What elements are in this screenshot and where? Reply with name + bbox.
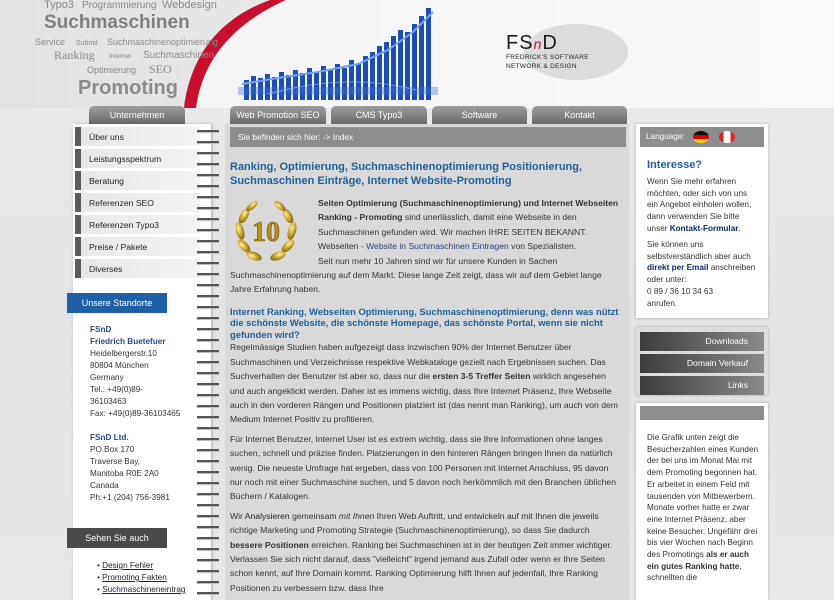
email-link[interactable]: direkt per Email — [647, 263, 709, 273]
graph-info-header — [640, 406, 764, 420]
tagcloud-word: Internet — [109, 53, 132, 60]
canadian-flag-icon[interactable] — [719, 131, 735, 143]
svg-text:10: 10 — [252, 217, 280, 248]
see-also-link-design-fehler[interactable]: Design Fehler — [102, 561, 154, 570]
growth-bar-chart-graphic — [238, 2, 468, 102]
interest-title: Interesse? — [647, 159, 703, 171]
tagcloud-word: Suchmaschinen — [44, 12, 190, 33]
contact-form-link[interactable]: Kontakt-Formular — [669, 223, 739, 233]
address-canada: FSnD Ltd. PO Box 170 Traverse Bay, Manitoba R0E 2A0 Canada Ph:+1 (204) 756-3981 — [90, 433, 170, 502]
tab-software[interactable]: Software — [432, 106, 527, 124]
experience-paragraph: Seit nun mehr 10 Jahren sind wir für unsere Kunden in Sachen Suchmaschinenoptimierung auf dem Markt. Diese lange Zeit zeigt, dass wir auf dem Gebiet lange Jahre Erfahrung haben. — [230, 255, 602, 295]
address-contact-name: Friedrich Buetefuer — [90, 337, 166, 346]
tagcloud-word: Optimierung — [87, 65, 137, 75]
main-content — [230, 160, 622, 595]
studies-paragraph: Regelmässige Studien haben aufgezeigt dass inzwischen 90% der Internet Benutzer über Suchmaschinen und Verzeichnisse respektive Webkataloge gezielt nach Ergebnissen suchen. Das Suchverhalten der Benutzer ist aber so, dass nur die ersten 3-5 Treffer Seiten wirklich angesehen und auch angeklickt werden. Daher ist es immens wichtig, dass Ihre Internet Präsenz, Ihre Webseite auch in den vorderen Rängen und Positionen platziert ist (das nennt man Ranking), um auch von dem Medium Internet Positiv zu profitieren. — [230, 342, 618, 425]
graph-info-text: Die Grafik unten zeigt die Besucherzahlen eines Kunden der bei uns im Monat Mai mit dem Promoting begonnen hat. Er arbeitet in einem Feld mit tausenden von Mitbewerbern. Monate vorher hatte er zwar eine Internet Präsenz, aber keine Besucher. Ungefähr drei bis vier Wochen nach Beginn des Promotings als er auch ein gutes Ranking hatte, schnellten die — [647, 433, 759, 583]
tagcloud-word: Programmierung — [82, 0, 157, 11]
tab-web-promotion-seo[interactable]: Web Promotion SEO — [230, 106, 326, 124]
breadcrumb: Sie befinden sich hier: -> Index — [230, 127, 626, 147]
language-label: Language: — [646, 132, 685, 141]
domain-verkauf-button[interactable]: Domain Verkauf — [640, 354, 764, 373]
interest-content: Interesse? Wenn Sie mehr erfahren möchten, oder sich von uns ein Angebot einholen wollen, dann verwenden Sie bitte unser Kontakt-Formular. Sie können uns selbstverständlich aber auch direkt per Email anschreiben oder unter: 0 89 / 36 10 34 63 anrufen. — [647, 160, 759, 310]
company-logo[interactable] — [500, 22, 630, 84]
tagcloud-word: Service — [35, 37, 66, 47]
logo-subtitle: FREDRICK'S SOFTWARE NETWORK & DESIGN — [506, 54, 589, 70]
spiral-binding-graphic — [197, 124, 219, 600]
list-item: • Design Fehler — [97, 561, 154, 570]
sidebar-item-referenzen-seo[interactable]: Referenzen SEO — [75, 193, 200, 213]
tagcloud-word: Suchmaschinenoptimierung — [107, 37, 219, 47]
sidebar-item-leistungsspektrum[interactable]: Leistungsspektrum — [75, 149, 200, 169]
german-flag-icon[interactable] — [693, 131, 709, 143]
tagcloud-word: Promoting — [78, 77, 178, 99]
see-also-link-promoting-fakten[interactable]: Promoting Fakten — [102, 573, 167, 582]
sidebar-item-referenzen-typo3[interactable]: Referenzen Typo3 — [75, 215, 200, 235]
address-company: FSnD Ltd. — [90, 433, 129, 442]
links-button[interactable]: Links — [640, 376, 764, 395]
tagcloud-word: Ranking — [54, 48, 95, 62]
section-heading: Internet Ranking, Webseiten Optimierung, Suchmaschinenoptimierung, denn was nützt die schönste Website, die schönste Homepage, das schönste Portal, wenn sie nicht gefunden wird? — [230, 305, 619, 340]
see-also-list — [97, 560, 185, 596]
downloads-button[interactable]: Downloads — [640, 332, 764, 351]
tagcloud-word: Submit — [76, 40, 98, 47]
ten-years-laurel-badge — [230, 196, 308, 268]
users-paragraph: Für Internet Benutzer, Internet User ist es extrem wichtig, dass sie Ihre Informationen ohne langes suchen, schnell und präzise finden. Platzierungen in den hinteren Rängen bringen Ihnen da natürlich wenig. Die neueste Umfrage hat ergeben, dass von 100 Personen mit Internet Anschluss, 95 davon nur noch mit einer Suchmaschine suchen, und 5 davon noch herkömmlich mit den Branchen üblichen Büchern / Katalogen. — [230, 433, 616, 502]
sidebar-item-ueber-uns[interactable]: Über uns — [75, 127, 200, 147]
logo-wordmark: FSnD — [506, 32, 558, 54]
see-also-link-suchmaschineneintrag[interactable]: Suchmaschineneintrag — [102, 585, 186, 594]
link-website-eintragen[interactable]: Website in Suchmaschinen Eintragen — [366, 241, 509, 252]
address-munich: FSnD Friedrich Buetefuer Heidelbergerstr.10 80804 München Germany Tel.: +49(0)89- 36103463 Fax: +49(0)89-36103465 — [90, 325, 181, 418]
address-company: FSnD — [90, 325, 112, 334]
tagcloud-word: Webdesign — [162, 0, 217, 11]
tagcloud-word: SEO — [149, 62, 172, 76]
see-also-title: Sehen Sie auch — [67, 528, 167, 548]
phone-number: 0 89 / 36 10 34 63 — [647, 286, 714, 296]
analysis-paragraph: Wir Analysieren gemeinsam mit Ihnen Ihren Web Auftritt, und entwickeln auf mit Ihnen die jeweils richtige Marketing und Promoting Strategie (Suchmaschinenoptimierung), so dass Sie dadurch bessere Positionen erreichen. Ranking bei Suchmaschinen ist in der heutigen Zeit immer wichtiger. Verlassen Sie sich nicht darauf, dass "vielleicht" irgend jemand aus Zufall oder wenn er Ihre Seiten schon kennt, auf Ihre Domain kommt. Ranking Optimierung hilft Ihnen auf jedenfall, Ihre Ranking Positionen zu verbessern bzw. dass Ihre — [230, 510, 613, 593]
intro-section — [230, 196, 622, 297]
tagcloud-word: Typo3 — [44, 0, 74, 11]
tab-kontakt[interactable]: Kontakt — [532, 106, 627, 124]
tagcloud-word: Suchmaschinen — [143, 50, 215, 61]
sidebar-item-beratung[interactable]: Beratung — [75, 171, 200, 191]
list-item: • Promoting Fakten — [97, 573, 167, 582]
intro-paragraph: Seiten Optimierung (Suchmaschinenoptimierung) und Internet Webseiten Ranking - Promoting sind unerlässlich, damit eine Webseite in den Suchmaschinen gefunden wird. Wir machen IHRE SEITEN BEKANNT. Webseiten - Website in Suchmaschinen Eintragen von Spezialisten. — [318, 198, 619, 252]
header — [0, 0, 834, 108]
sidebar-item-preise-pakete[interactable]: Preise / Pakete — [75, 237, 200, 257]
tab-cms-typo3[interactable]: CMS Typo3 — [331, 106, 427, 124]
standorte-title: Unsere Standorte — [67, 293, 167, 313]
tab-unternehmen[interactable]: Unternehmen — [89, 106, 185, 124]
list-item: • Suchmaschineneintrag — [97, 585, 186, 594]
sidebar-item-diverses[interactable]: Diverses — [75, 259, 200, 279]
page-title: Ranking, Optimierung, Suchmaschinenoptimierung Positionierung, Suchmaschinen Einträge, Internet Website-Promoting — [230, 161, 583, 187]
